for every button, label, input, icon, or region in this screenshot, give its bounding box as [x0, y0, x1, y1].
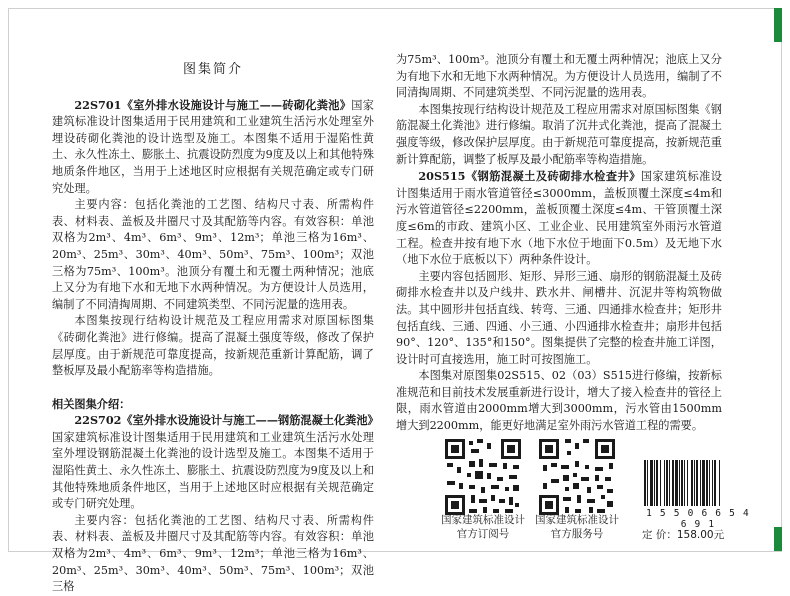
qr-code-service-graphic [537, 437, 617, 517]
intro-20s515-text: 国家建筑标准设计图集适用于雨水管道管径≤3000mm，盖板顶覆土深度≤4m和污水管道管径≤2200mm，盖板顶覆土深度≤4m、干管顶覆土深度≤6m的市政、建筑小区、工业企业、民用建筑室外雨污水管道工程。检查井按有地下水（地下水位于地面下0.5m）及无地下水（地下水位于底板以下）两种条件设计。 [396, 170, 722, 267]
green-edge-mark-bottom [774, 527, 782, 551]
qr-service-label-line2: 官方服务号 [550, 528, 604, 540]
intro-22s701-text: 国家建筑标准设计图集适用于民用建筑和工业建筑生活污水处理室外埋设砖砌化粪池的设计选型及施工。本图集不适用于湿陷性黄土、永久性冻土、膨胀土、抗震设防烈度为9度及以上和其他特殊地质条件地区，当用于上述地区时应根据有关规范确定或专门研究处理。 [52, 98, 374, 195]
revision-22s701: 本图集按现行结构设计规范及工程应用需求对原国标图集《砖砌化粪池》进行修编。提高了混凝土强度等级，修改了保护层厚度。由于新规范可靠度提高，按新规范重新计算配筋，调了整板厚及最小配筋率等构造措施。 [52, 314, 374, 378]
qr-code-icon [443, 437, 523, 517]
qr-code-icon [537, 437, 617, 517]
qr-code-subscription-graphic [443, 437, 523, 517]
intro-22s701 [52, 97, 374, 198]
qr-subscription-label-line2: 官方订阅号 [456, 528, 510, 540]
revision-20s515: 本图集对原图集02S515、02（03）S515进行修编，按新标准规范和目前技术发展重新进行设计，增大了接入检查井的管径上限，雨水管道由2000mm增大到3000mm，污水管由1500mm增大到2200mm，能更好地满足室外雨污水管道工程的需要。 [396, 369, 722, 433]
intro-22s702 [52, 412, 379, 513]
atlas-name-22s702: 22S702《室外排水设施设计与施工——钢筋混凝土化粪池》 [74, 413, 379, 428]
intro-22s702-text: 国家建筑标准设计图集适用于民用建筑和工业建筑生活污水处理室外埋设钢筋混凝土化粪池的设计选型及施工。本图集不适用于湿陷性黄土、永久性冻土、膨胀土、抗震设防烈度为9度及以上和其他特殊地质条件地区，当用于上述地区时应根据有关规范确定或专门研究处理。 [52, 430, 374, 511]
intro-20s515 [396, 168, 722, 269]
page-title: 图集简介 [182, 62, 243, 77]
contents-20s515: 主要内容包括圆形、矩形、异形三通、扇形的钢筋混凝土及砖砌排水检查井以及户线井、跌水井、闸槽井、沉泥井等构筑物做法。其中圆形井包括直线、转弯、三通、四通排水检查井；矩形井包括直线、三通、四通、小三通、小四通排水检查井；扇形井包括90°、120°、135°和150°。图集提供了完整的检查井施工详图，设计时可直接选用，施工时可按图施工。 [396, 269, 722, 366]
barcode-number: 1 5 5 0 6 6 5 4 6 9 1 [646, 508, 750, 530]
related-atlas-heading: 相关图集介绍： [52, 396, 131, 411]
atlas-name-20s515: 20S515《钢筋混凝土及砖砌排水检查井》 [418, 169, 641, 184]
contents-22s701: 主要内容：包括化粪池的工艺图、结构尺寸表、所需构件表、材料表、盖板及井圈尺寸及其配筋等内容。有效容积：单池双格为2m³、4m³、6m³、9m³、12m³；单池三格为16m³、20m³、25m³、30m³、40m³、50m³、75m³、100m³；双池三格为75m³、100m³。池顶分有覆土和无覆土两种情况；池底上又分为有地下水和无地下水两种情况。为方便设计人员选用，编制了不同清掏周期、不同建筑类型、不同污泥量的选用表。 [52, 198, 374, 311]
qr-service-label-line1: 国家建筑标准设计 [535, 514, 619, 526]
left-column [52, 62, 379, 596]
revision-22s702: 本图集按现行结构设计规范及工程应用需求对原国标图集《钢筋混凝土化粪池》进行修编。取消了沉井式化粪池，提高了混凝土强度等级，修改保护层厚度。由于新规范可靠度提高，按新规范重新计算配筋，调整了板厚及最小配筋率等构造措施。 [396, 102, 722, 166]
qr-service-label [522, 513, 632, 541]
green-edge-mark-top [774, 8, 782, 42]
contents-22s702: 主要内容：包括化粪池的工艺图、结构尺寸表、所需构件表、材料表、盖板及井圈尺寸及其配筋等内容。有效容积：单池双格为2m³、4m³、6m³、9m³、12m³；单池三格为16m³、20m³、25m³、30m³、40m³、50m³、75m³、100m³；双池三格 [52, 513, 374, 594]
atlas-name-22s701: 22S701《室外排水设施设计与施工——砖砌化粪池》 [74, 97, 352, 112]
qr-subscription-label-line1: 国家建筑标准设计 [441, 514, 525, 526]
contents-22s702-cont: 为75m³、100m³。池顶分有覆土和无覆土两种情况；池底上又分为有地下水和无地下水两种情况。为方便设计人员选用，编制了不同清掏周期、不同建筑类型、不同污泥量的选用表。 [396, 53, 722, 100]
price-label: 定 价：158.00元 [642, 529, 725, 541]
right-column [396, 52, 722, 435]
